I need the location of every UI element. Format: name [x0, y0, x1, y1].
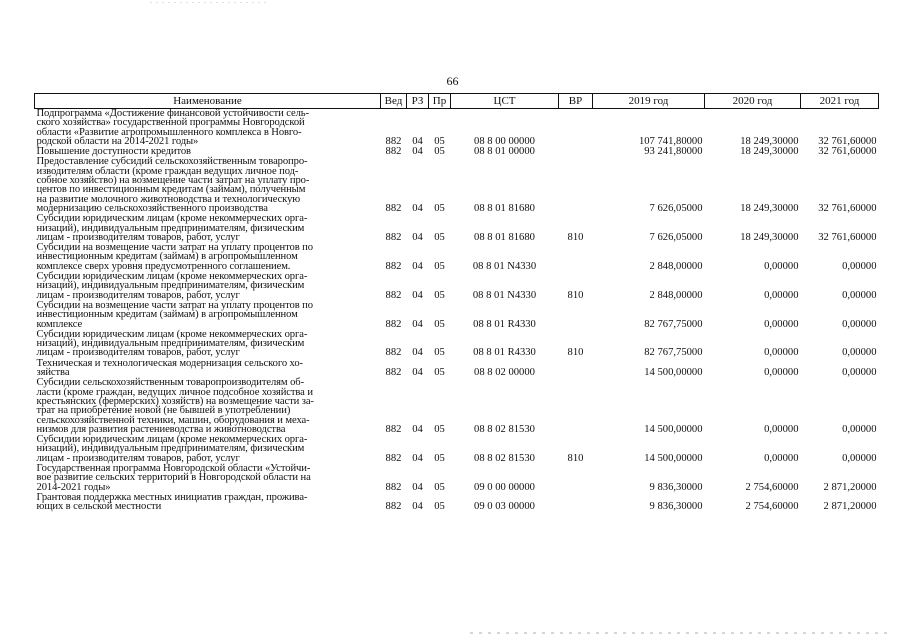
row-pr: 05 [434, 135, 445, 147]
row-rz: 04 [412, 367, 423, 379]
row-pr: 05 [434, 260, 445, 272]
row-pr: 05 [434, 481, 445, 493]
row-cst: 09 0 03 00000 [474, 501, 535, 513]
row-ved: 882 [385, 481, 402, 493]
row-cst: 08 8 01 R4330 [473, 318, 536, 330]
row-ved: 882 [385, 135, 402, 147]
row-vr: 810 [567, 231, 584, 243]
row-ved: 882 [385, 347, 402, 359]
row-vr [559, 109, 593, 147]
row-vr: 810 [567, 289, 584, 301]
table-row [35, 157, 879, 213]
row-2021: 0,00000 [842, 289, 877, 301]
row-2021: 32 761,60000 [818, 231, 877, 243]
row-2020: 0,00000 [764, 347, 799, 359]
row-2020: 18 249,30000 [740, 146, 799, 158]
row-name: Подпрограмма «Достижение финансовой устойчивости сель- ского хозяйства» государственной программы Новгородской области «Развитие агропромышленного комплекса в Новго- родской области на 2014-2021 годы» [36, 108, 309, 147]
row-cst: 08 8 01 R4330 [473, 347, 536, 359]
header-ved: Вед [381, 94, 407, 109]
row-2021: 2 871,20000 [823, 501, 877, 513]
row-2021: 0,00000 [842, 423, 877, 435]
row-rz: 04 [412, 481, 423, 493]
row-name: Субсидии юридическим лицам (кроме некоммерческих орга- низаций), индивидуальным предпринимателям, физическим лицам - производителям товаров, работ, услуг [36, 434, 308, 464]
row-2020: 18 249,30000 [740, 202, 799, 214]
row-vr [559, 147, 593, 156]
row-2019: 2 848,00000 [649, 289, 703, 301]
row-name: Субсидии юридическим лицам (кроме некоммерческих орга- низаций), индивидуальным предпринимателям, физическим лицам - производителям товаров, работ, услуг [36, 271, 308, 301]
table-body [35, 109, 879, 513]
row-2021: 0,00000 [842, 260, 877, 272]
row-2021: 0,00000 [842, 318, 877, 330]
row-rz: 04 [412, 452, 423, 464]
row-cst: 09 0 00 00000 [474, 481, 535, 493]
row-name: Грантовая поддержка местных инициатив граждан, прожива- ющих в сельской местности [36, 491, 308, 513]
table-row [35, 301, 879, 329]
row-name: Субсидии юридическим лицам (кроме некоммерческих орга- низаций), индивидуальным предпринимателям, физическим лицам - производителям товаров, работ, услуг [36, 213, 308, 243]
row-rz: 04 [412, 231, 423, 243]
table-header-row [35, 94, 879, 109]
scan-artifact-bottom [470, 632, 890, 634]
table-row [35, 464, 879, 492]
row-2019: 14 500,00000 [644, 367, 703, 379]
row-2020: 0,00000 [764, 452, 799, 464]
row-ved: 882 [385, 367, 402, 379]
row-rz: 04 [412, 501, 423, 513]
row-cst: 08 8 00 00000 [474, 135, 535, 147]
row-2021: 32 761,60000 [818, 146, 877, 158]
scan-artifact-top [150, 2, 270, 3]
table-row [35, 493, 879, 512]
row-cst: 08 8 01 81680 [474, 202, 535, 214]
row-2019: 9 836,30000 [649, 501, 703, 513]
row-cst: 08 8 01 N4330 [472, 260, 537, 272]
row-cst: 08 8 01 81680 [474, 231, 535, 243]
row-2020: 0,00000 [764, 318, 799, 330]
table-row [35, 359, 879, 378]
row-2019: 2 848,00000 [649, 260, 703, 272]
row-2019: 82 767,75000 [644, 347, 703, 359]
header-vr: ВР [559, 94, 593, 109]
row-ved: 882 [385, 501, 402, 513]
row-ved: 882 [385, 260, 402, 272]
header-name: Наименование [35, 94, 381, 109]
row-name: Субсидии сельскохозяйственным товаропроизводителям об- ласти (кроме граждан, ведущих личное подсобное хозяйства и крестьянских (фермерских) хозяйств) на возмещение части за- трат на приобретение новой (не бывшей в употреблении) сельскохозяйственной техники, машин, оборудования и меха- низмов для развития растениеводства и животноводства [36, 377, 314, 435]
row-rz: 04 [412, 135, 423, 147]
row-2019: 7 626,05000 [649, 202, 703, 214]
row-2020: 18 249,30000 [740, 135, 799, 147]
table-row [35, 243, 879, 271]
row-name: Субсидии на возмещение части затрат на уплату процентов по инвестиционным кредитам (займам) в агропромышленном комплексе [36, 299, 313, 330]
row-2021: 0,00000 [842, 367, 877, 379]
row-2021: 32 761,60000 [818, 135, 877, 147]
row-pr: 05 [434, 347, 445, 359]
row-rz: 04 [412, 318, 423, 330]
row-pr: 05 [434, 367, 445, 379]
row-2019: 93 241,80000 [644, 146, 703, 158]
row-2019: 9 836,30000 [649, 481, 703, 493]
row-pr: 05 [434, 146, 445, 158]
row-rz: 04 [412, 423, 423, 435]
header-rz: РЗ [407, 94, 429, 109]
row-vr: 810 [567, 452, 584, 464]
row-2020: 0,00000 [764, 423, 799, 435]
header-2020: 2020 год [705, 94, 801, 109]
row-name: Государственная программа Новгородской области «Устойчи- вое развитие сельских территорий в Новгородской области на 2014-2021 годы» [36, 462, 311, 493]
row-pr: 05 [434, 452, 445, 464]
row-rz: 04 [412, 260, 423, 272]
table-row [35, 272, 879, 300]
table-row [35, 109, 879, 147]
row-2020: 0,00000 [764, 367, 799, 379]
row-pr: 05 [434, 501, 445, 513]
row-vr [559, 157, 593, 213]
row-name: Техническая и технологическая модернизация сельского хо- зяйства [36, 357, 303, 379]
row-2020: 0,00000 [764, 289, 799, 301]
page-number: 66 [446, 74, 459, 88]
budget-table [34, 93, 879, 512]
table-row [35, 214, 879, 242]
table-row [35, 435, 879, 463]
row-rz: 04 [412, 146, 423, 158]
row-pr: 05 [434, 231, 445, 243]
row-rz: 04 [412, 347, 423, 359]
row-vr [559, 243, 593, 271]
header-cst: ЦСТ [451, 94, 559, 109]
row-2019: 14 500,00000 [644, 423, 703, 435]
row-ved: 882 [385, 146, 402, 158]
row-2021: 0,00000 [842, 347, 877, 359]
row-vr [559, 378, 593, 434]
row-name: Субсидии юридическим лицам (кроме некоммерческих орга- низаций), индивидуальным предпринимателям, физическим лицам - производителям товаров, работ, услуг [36, 328, 308, 359]
row-vr [559, 464, 593, 492]
row-vr: 810 [567, 347, 584, 359]
row-2019: 107 741,80000 [638, 135, 703, 147]
row-2019: 14 500,00000 [644, 452, 703, 464]
row-ved: 882 [385, 452, 402, 464]
row-2021: 2 871,20000 [823, 481, 877, 493]
row-2020: 0,00000 [764, 260, 799, 272]
row-ved: 882 [385, 318, 402, 330]
row-cst: 08 8 02 81530 [474, 423, 535, 435]
table-row [35, 330, 879, 358]
row-vr [559, 359, 593, 378]
header-2021: 2021 год [801, 94, 879, 109]
row-rz: 04 [412, 202, 423, 214]
row-ved: 882 [385, 202, 402, 214]
row-2021: 32 761,60000 [818, 202, 877, 214]
row-cst: 08 8 01 00000 [474, 146, 535, 158]
row-name: Предоставление субсидий сельскохозяйственным товаропро- изводителям области (кроме граждан ведущих личное под- собное хозяйство) на возмещение части затрат на уплату про- центов по инвестиционным кредитам (займам), полученным на развитие молочного животноводства и технологическую модернизацию сельскохозяйственного производства [36, 156, 310, 214]
row-ved: 882 [385, 289, 402, 301]
row-vr [559, 493, 593, 512]
row-2020: 2 754,60000 [745, 481, 799, 493]
row-2021: 0,00000 [842, 452, 877, 464]
row-2020: 18 249,30000 [740, 231, 799, 243]
row-cst: 08 8 02 00000 [474, 367, 535, 379]
row-pr: 05 [434, 289, 445, 301]
row-2019: 7 626,05000 [649, 231, 703, 243]
row-ved: 882 [385, 423, 402, 435]
row-2020: 2 754,60000 [745, 501, 799, 513]
table-row [35, 378, 879, 434]
row-pr: 05 [434, 318, 445, 330]
row-ved: 882 [385, 231, 402, 243]
row-cst: 08 8 01 N4330 [472, 289, 537, 301]
row-pr: 05 [434, 202, 445, 214]
row-pr: 05 [434, 423, 445, 435]
row-rz: 04 [412, 289, 423, 301]
row-name: Субсидии на возмещение части затрат на уплату процентов по инвестиционным кредитам (займам) в агропромышленном комплексе сверх уровня предусмотренного соглашением. [36, 242, 313, 272]
row-vr [559, 301, 593, 329]
table-row [35, 147, 879, 156]
row-2019: 82 767,75000 [644, 318, 703, 330]
header-pr: Пр [429, 94, 451, 109]
header-2019: 2019 год [593, 94, 705, 109]
row-cst: 08 8 02 81530 [474, 452, 535, 464]
row-name: Повышение доступности кредитов [36, 146, 191, 158]
